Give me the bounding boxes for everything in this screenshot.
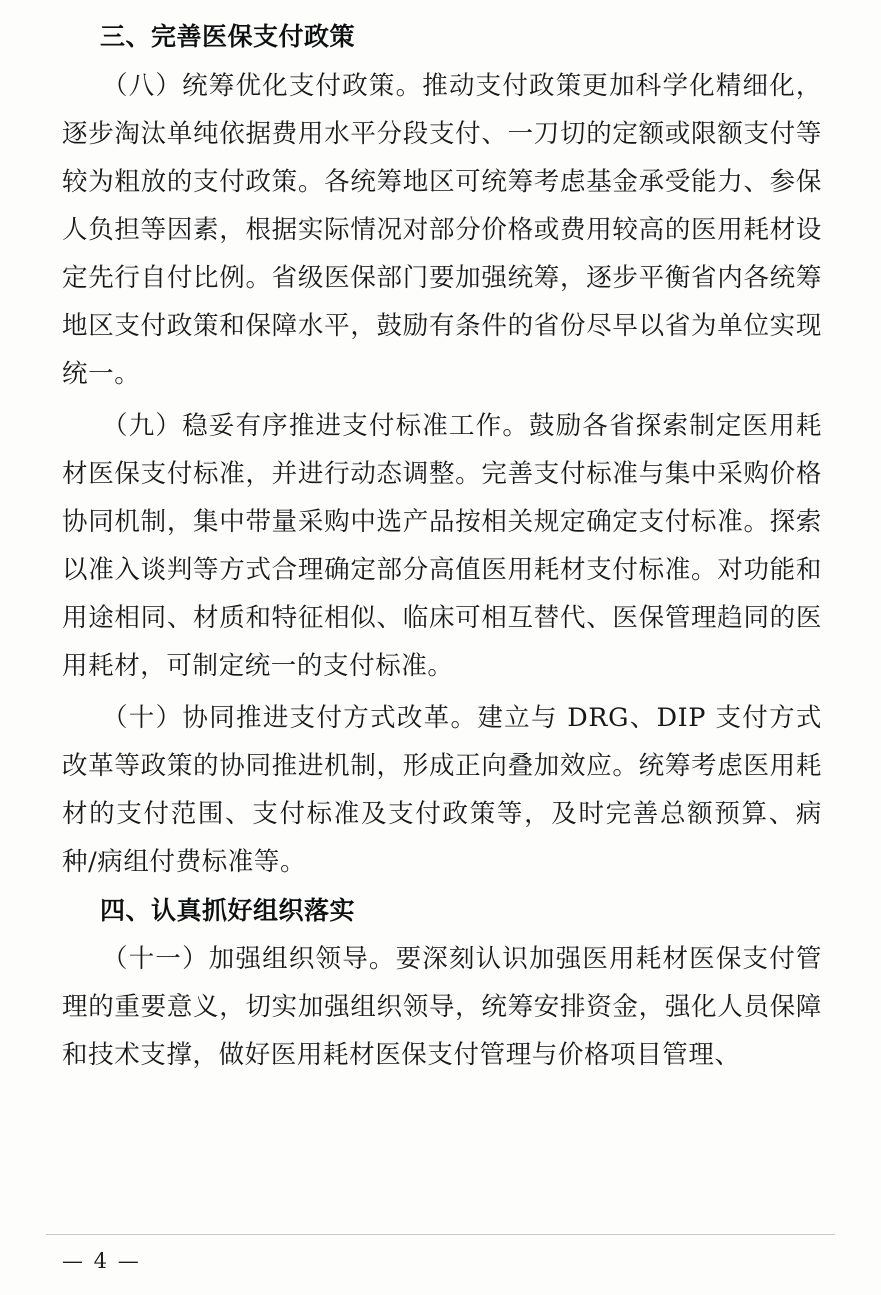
paragraph-eleven: （十一）加强组织领导。要深刻认识加强医用耗材医保支付管理的重要意义，切实加强组织领导，统筹安排资金，强化人员保障和技术支撑，做好医用耗材医保支付管理与价格项目管理、 xyxy=(62,944,822,1070)
page-number: — 4 — xyxy=(62,1249,141,1273)
paragraph-eight: （八）统筹优化支付政策。推动支付政策更加科学化精细化，逐步淘汰单纯依据费用水平分段支付、一刀切的定额或限额支付等较为粗放的支付政策。各统筹地区可统筹考虑基金承受能力、参保人负担等因素，根据实际情况对部分价格或费用较高的医用耗材设定先行自付比例。省级医保部门要加强统筹，逐步平衡省内各统筹地区支付政策和保障水平，鼓励有条件的省份尽早以省为单位实现统一。 xyxy=(62,70,822,389)
section-heading-3: 三、完善医保支付政策 xyxy=(100,22,356,51)
paragraph-nine: （九）稳妥有序推进支付标准工作。鼓励各省探索制定医用耗材医保支付标准，并进行动态调整。完善支付标准与集中采购价格协同机制，集中带量采购中选产品按相关规定确定支付标准。探索以准入谈判等方式合理确定部分高值医用耗材支付标准。对功能和用途相同、材质和特征相似、临床可相互替代、医保管理趋同的医用耗材，可制定统一的支付标准。 xyxy=(62,410,822,681)
footer-divider xyxy=(46,1234,835,1235)
page-content xyxy=(62,18,822,1085)
paragraph-ten: （十）协同推进支付方式改革。建立与 DRG、DIP 支付方式改革等政策的协同推进机制，形成正向叠加效应。统筹考虑医用耗材的支付范围、支付标准及支付政策等，及时完善总额预算、病种/病组付费标准等。 xyxy=(62,702,822,877)
section-block-3 xyxy=(62,18,822,886)
section-block-4 xyxy=(62,892,822,1080)
section-heading-4: 四、认真抓好组织落实 xyxy=(100,895,356,925)
